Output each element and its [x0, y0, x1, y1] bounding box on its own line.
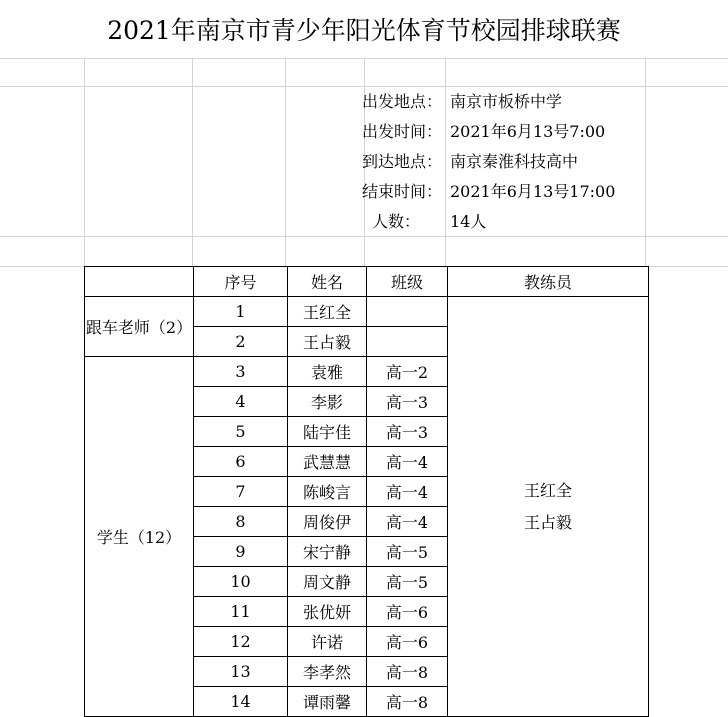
table-row [85, 297, 649, 327]
cell-name: 周俊伊 [288, 507, 367, 537]
roster-table [84, 266, 649, 717]
group-students: 学生（12） [85, 357, 194, 717]
cell-name: 王占毅 [288, 327, 367, 357]
cell-class: 高一2 [367, 357, 448, 387]
info-label-headcount: 人数： [371, 212, 420, 231]
cell-name: 王红全 [288, 297, 367, 327]
info-label-departure-place: 出发地点： [361, 92, 442, 111]
info-value-arrival-place: 南京秦淮科技高中 [450, 152, 579, 171]
cell-name: 陆宇佳 [288, 417, 367, 447]
cell-class [367, 327, 448, 357]
header-no: 序号 [194, 267, 288, 297]
info-value-departure-place: 南京市板桥中学 [450, 92, 563, 111]
cell-no: 14 [194, 687, 288, 717]
cell-class: 高一3 [367, 387, 448, 417]
info-value-end-time: 2021年6月13号17:00 [450, 182, 616, 201]
cell-no: 1 [194, 297, 288, 327]
cell-no: 8 [194, 507, 288, 537]
cell-no: 12 [194, 627, 288, 657]
header-class: 班级 [367, 267, 448, 297]
cell-name: 李影 [288, 387, 367, 417]
cell-name: 陈峻言 [288, 477, 367, 507]
cell-no: 13 [194, 657, 288, 687]
cell-no: 7 [194, 477, 288, 507]
coach-name: 王红全 [523, 480, 572, 500]
info-value-headcount: 14人 [450, 212, 487, 231]
cell-class: 高一6 [367, 597, 448, 627]
cell-class: 高一5 [367, 537, 448, 567]
cell-no: 3 [194, 357, 288, 387]
cell-class: 高一3 [367, 417, 448, 447]
cell-class: 高一4 [367, 447, 448, 477]
cell-class: 高一5 [367, 567, 448, 597]
cell-class: 高一4 [367, 507, 448, 537]
info-label-departure-time: 出发时间： [361, 122, 442, 141]
cell-no: 4 [194, 387, 288, 417]
grid-line [0, 58, 728, 59]
cell-class: 高一8 [367, 657, 448, 687]
header-coach: 教练员 [448, 267, 649, 297]
header-name: 姓名 [288, 267, 367, 297]
cell-class [367, 297, 448, 327]
cell-name: 武慧慧 [288, 447, 367, 477]
cell-name: 张优妍 [288, 597, 367, 627]
page-title: 2021年南京市青少年阳光体育节校园排球联赛 [0, 0, 728, 58]
info-label-end-time: 结束时间： [361, 182, 442, 201]
header-group-cell [85, 267, 194, 297]
coach-name: 王占毅 [523, 512, 572, 532]
cell-name: 周文静 [288, 567, 367, 597]
cell-name: 宋宁静 [288, 537, 367, 567]
coach-cell [448, 297, 649, 717]
cell-class: 高一6 [367, 627, 448, 657]
cell-class: 高一8 [367, 687, 448, 717]
cell-no: 11 [194, 597, 288, 627]
info-label-arrival-place: 到达地点： [361, 152, 442, 171]
cell-class: 高一4 [367, 477, 448, 507]
cell-name: 袁雅 [288, 357, 367, 387]
group-teachers: 跟车老师（2） [85, 297, 194, 357]
cell-name: 谭雨馨 [288, 687, 367, 717]
cell-no: 10 [194, 567, 288, 597]
cell-no: 9 [194, 537, 288, 567]
cell-name: 李孝然 [288, 657, 367, 687]
table-header-row [85, 267, 649, 297]
cell-no: 5 [194, 417, 288, 447]
cell-no: 2 [194, 327, 288, 357]
info-value-departure-time: 2021年6月13号7:00 [450, 122, 606, 141]
cell-name: 许诺 [288, 627, 367, 657]
cell-no: 6 [194, 447, 288, 477]
